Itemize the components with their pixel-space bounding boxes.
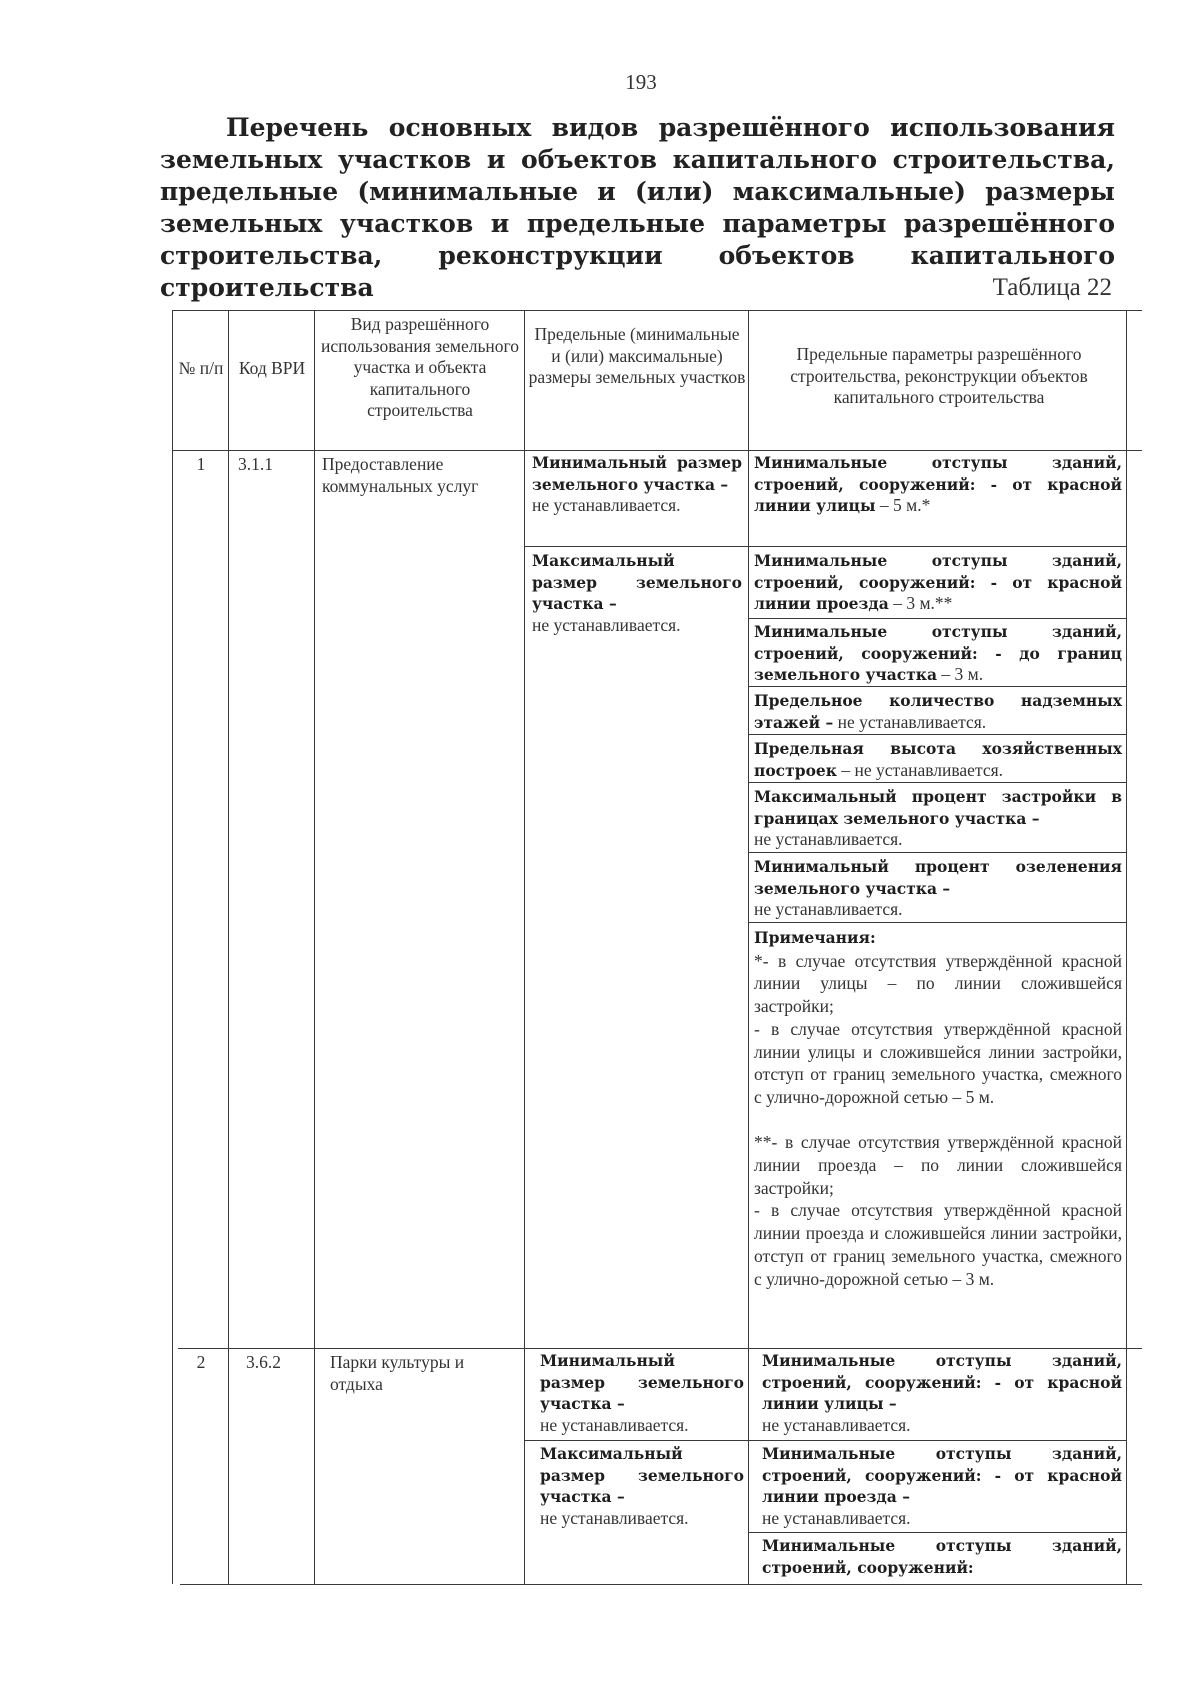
col-border-type — [524, 310, 525, 1584]
row2-param-2-value: не устанавливается. — [762, 1507, 911, 1528]
row1-min-size-label: Минимальный размер земельного участка – — [532, 453, 742, 494]
table-label: Таблица 22 — [992, 274, 1112, 301]
col-border-sizes — [748, 310, 749, 1584]
row1-num: 1 — [196, 454, 206, 474]
row1-param-7-label: Минимальный процент озеленения земельного участка – — [754, 857, 1122, 898]
params-separator-4 — [748, 734, 1126, 735]
row2-max-size — [540, 1443, 744, 1529]
row1-param-2-value: – 3 м.** — [893, 593, 953, 613]
row1-param-5 — [754, 738, 1122, 781]
header-type: Вид разрешённого использования земельного участка и объекта капитального строительства — [320, 314, 520, 420]
row2-code: 3.6.2 — [246, 1352, 281, 1372]
document-title: Перечень основных видов разрешённого использования земельных участков и объектов капитального строительства, предельные (минимальные и (или) максимальные) размеры земельных участков и предельные параметры разрешённого строительства, реконструкции объектов капитального строительства — [160, 113, 1115, 302]
sizes-separator-2 — [524, 1440, 748, 1441]
row2-param-2-label: Минимальные отступы зданий, строений, сооружений: - от красной линии проезда – — [762, 1444, 1122, 1506]
row1-param-1-label: Минимальные отступы зданий, строений, сооружений: - от красной линии улицы — [754, 453, 1122, 515]
row1-param-6-value: не устанавливается. — [754, 829, 903, 849]
row2-param-3 — [762, 1535, 1122, 1578]
row2-param-1-value: не устанавливается. — [762, 1414, 911, 1435]
note-1: *- в случае отсутствия утверждённой красной линии улицы – по линии сложившейся застройки; — [754, 950, 1122, 1017]
row2-max-size-value: не устанавливается. — [540, 1507, 689, 1528]
note-4: - в случае отсутствия утверждённой красной линии проезда и сложившейся линии застройки, отступ от границ земельного участка, смежного с улично-дорожной сетью – 3 м. — [754, 1200, 1122, 1289]
col-border-left — [172, 310, 173, 1584]
params-separator-6 — [748, 852, 1126, 853]
table-bottom-border — [180, 1584, 1142, 1585]
row1-max-size — [532, 550, 742, 636]
row2-param-1 — [762, 1350, 1122, 1436]
row2-min-size — [540, 1350, 744, 1436]
row2-min-size-label: Минимальный размер земельного участка – — [540, 1351, 744, 1413]
row1-param-4-label: Предельное количество надземных этажей – — [754, 691, 1122, 732]
row1-param-2-label: Минимальные отступы зданий, строений, сооружений: - от красной линии проезда — [754, 551, 1122, 613]
row1-param-2 — [754, 550, 1122, 615]
row1-param-5-label: Предельная высота хозяйственных построек — [754, 739, 1122, 780]
header-sizes: Предельные (минимальные и (или) максимальные) размеры земельных участков — [528, 324, 746, 387]
header-params: Предельные параметры разрешённого строительства, реконструкции объектов капитального строительства — [790, 344, 1088, 407]
row1-param-6-label: Максимальный процент застройки в границах земельного участка – — [754, 787, 1122, 828]
row1-param-3-label: Минимальные отступы зданий, строений, сооружений: - до границ земельного участка — [754, 622, 1122, 684]
params-separator-5 — [748, 782, 1126, 783]
row1-max-size-value: не устанавливается. — [532, 614, 681, 635]
col-border-num — [228, 310, 229, 1584]
row1-min-size — [532, 452, 742, 517]
notes-heading: Примечания: — [754, 928, 876, 947]
row1-param-7-value: не устанавливается. — [754, 899, 903, 919]
sizes-separator-1 — [524, 546, 748, 547]
row1-param-3 — [754, 621, 1122, 686]
row1-param-7 — [754, 856, 1122, 921]
row2-param-2 — [762, 1443, 1122, 1529]
params-separator-1 — [748, 546, 1126, 547]
col-border-code — [314, 310, 315, 1584]
row2-type: Парки культуры и отдыха — [330, 1352, 465, 1394]
row1-min-size-value: не устанавливается. — [532, 495, 681, 515]
row1-type: Предоставление коммунальных услуг — [322, 454, 479, 496]
note-2: - в случае отсутствия утверждённой красной линии улицы и сложившейся линии застройки, отступ от границ земельного участка, смежного с улично-дорожной сетью – 5 м. — [754, 1018, 1122, 1107]
row1-param-1 — [754, 452, 1122, 517]
row2-param-3-label: Минимальные отступы зданий, строений, сооружений: — [762, 1536, 1122, 1577]
row1-code: 3.1.1 — [238, 454, 273, 474]
row1-param-6 — [754, 786, 1122, 851]
table-top-border — [172, 310, 1142, 311]
row1-param-5-value: – не устанавливается. — [841, 759, 1004, 780]
params-separator-3 — [748, 686, 1126, 687]
row2-max-size-label: Максимальный размер земельного участка – — [540, 1444, 744, 1506]
row2-param-1-label: Минимальные отступы зданий, строений, сооружений: - от красной линии улицы – — [762, 1351, 1122, 1413]
params-separator-2 — [748, 618, 1126, 619]
params-separator-9 — [748, 1532, 1126, 1533]
row1-param-4-value: не устанавливается. — [837, 711, 987, 732]
row1-param-3-value: – 3 м. — [941, 664, 984, 684]
row1-notes — [754, 926, 1122, 1290]
row1-max-size-label: Максимальный размер земельного участка – — [532, 551, 742, 613]
page-number: 193 — [625, 70, 657, 94]
col-border-right — [1126, 310, 1127, 1584]
header-num: № п/п — [178, 358, 224, 378]
row2-num: 2 — [196, 1352, 206, 1372]
header-code: Код ВРИ — [238, 358, 306, 378]
row1-param-1-value: – 5 м.* — [879, 495, 931, 515]
row1-param-4 — [754, 690, 1122, 733]
note-3: **- в случае отсутствия утверждённой красной линии проезда – по линии сложившейся застройки; — [754, 1132, 1122, 1198]
params-separator-7 — [748, 922, 1126, 923]
params-separator-8 — [748, 1440, 1126, 1441]
row2-min-size-value: не устанавливается. — [540, 1414, 689, 1435]
